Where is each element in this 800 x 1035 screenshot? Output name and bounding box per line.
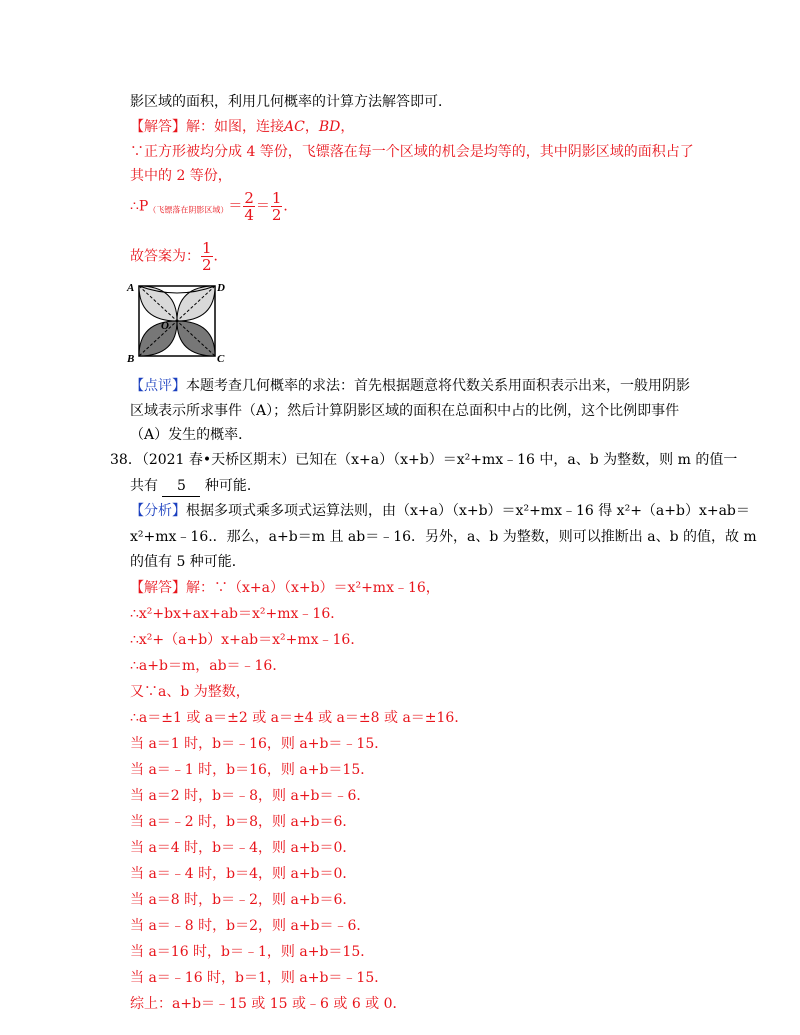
final-answer-label: 故答案为： bbox=[130, 248, 200, 265]
solution-text-line: 影区域的面积，利用几何概率的计算方法解答即可． bbox=[130, 94, 452, 110]
comment-text: 本题考查几何概率的求法：首先根据题意将代数关系用面积表示出来，一般用阴影 bbox=[186, 378, 690, 394]
answer-text: 解：如图，连接 bbox=[186, 119, 284, 135]
question-stem-line bbox=[130, 476, 261, 497]
solution-tag: 【解答】 bbox=[130, 580, 186, 596]
punctuation: ， bbox=[340, 119, 355, 135]
vertex-label-c: C bbox=[217, 353, 225, 364]
comment-tag: 【点评】 bbox=[130, 378, 186, 394]
equals-sign: ＝ bbox=[228, 198, 243, 215]
center-label-o: O bbox=[161, 320, 169, 332]
solution-line: 当 a＝﹣1 时，b＝16，则 a+b＝15． bbox=[130, 762, 375, 778]
probability-subscript: （飞镖落在阴影区域） bbox=[148, 205, 229, 215]
probability-equation bbox=[130, 190, 297, 223]
punctuation: ． bbox=[213, 248, 228, 265]
answer-line bbox=[130, 117, 354, 137]
answer-blank: 5 bbox=[162, 476, 200, 497]
denominator: 2 bbox=[202, 256, 212, 274]
solution-line: 当 a＝16 时，b＝﹣1，则 a+b＝15． bbox=[130, 944, 375, 960]
probability-label: ∴P bbox=[130, 198, 149, 215]
separator: ， bbox=[304, 119, 319, 135]
analysis-tag: 【分析】 bbox=[130, 503, 186, 519]
solution-line: 又∵a、b 为整数， bbox=[130, 684, 250, 700]
solution-line: 当 a＝4 时，b＝﹣4，则 a+b＝0． bbox=[130, 840, 357, 856]
square-petal-figure bbox=[126, 278, 226, 364]
question-stem: （2021 春•天桥区期末）已知在（x+a）（x+b）＝x²+mx﹣16 中，a、b 为整数，则 m 的值一 bbox=[141, 452, 738, 468]
fraction-1-2 bbox=[271, 190, 283, 223]
solution-line: ∴a+b＝m，ab＝﹣16． bbox=[130, 658, 287, 674]
solution-line: 当 a＝8 时，b＝﹣2，则 a+b＝6． bbox=[130, 892, 357, 908]
analysis-line: x²+mx﹣16.．那么，a+b＝m 且 ab＝﹣16．另外，a、b 为整数，则可以推断出 a、b 的值，故 m bbox=[130, 529, 757, 545]
question-stem: 共有 bbox=[130, 478, 158, 494]
solution-text: 解：∵（x+a）（x+b）＝x²+mx﹣16， bbox=[186, 580, 440, 596]
numerator: 1 bbox=[271, 189, 282, 207]
solution-line: 综上：a+b＝﹣15 或 15 或﹣6 或 6 或 0． bbox=[130, 996, 407, 1012]
comment-line: 区域表示所求事件（A）；然后计算阴影区域的面积在总面积中占的比例，这个比例即事件 bbox=[130, 403, 680, 419]
solution-line: 当 a＝﹣16 时，b＝1，则 a+b＝﹣15． bbox=[130, 970, 389, 986]
solution-line: 当 a＝1 时，b＝﹣16，则 a+b＝﹣15． bbox=[130, 736, 389, 752]
punctuation: ． bbox=[283, 198, 298, 215]
fraction-2-4 bbox=[243, 190, 255, 223]
answer-line: 其中的 2 等份， bbox=[130, 168, 232, 184]
question-stem-line bbox=[110, 450, 737, 470]
solution-line bbox=[130, 578, 440, 598]
comment-line bbox=[130, 376, 690, 396]
vertex-label-d: D bbox=[217, 282, 225, 294]
segment-ac: AC bbox=[284, 119, 305, 135]
solution-line: ∴x²+（a+b）x+ab＝x²+mx﹣16． bbox=[130, 632, 365, 648]
question-stem: 种可能． bbox=[204, 478, 261, 494]
comment-line: （A）发生的概率． bbox=[130, 427, 253, 443]
solution-line: 当 a＝﹣2 时，b＝8，则 a+b＝6． bbox=[130, 814, 357, 830]
question-number: 38． bbox=[110, 452, 142, 468]
numerator: 2 bbox=[244, 189, 254, 207]
answer-tag: 【解答】 bbox=[130, 119, 186, 135]
solution-line: 当 a＝2 时，b＝﹣8，则 a+b＝﹣6． bbox=[130, 788, 371, 804]
denominator: 2 bbox=[271, 206, 282, 224]
analysis-line: 的值有 5 种可能． bbox=[130, 554, 246, 570]
equals-sign: ＝ bbox=[255, 198, 270, 215]
solution-line: ∴a＝±1 或 a＝±2 或 a＝±4 或 a＝±8 或 a＝±16． bbox=[130, 710, 469, 726]
fraction-1-2 bbox=[201, 240, 213, 273]
solution-line: 当 a＝﹣4 时，b＝4，则 a+b＝0． bbox=[130, 866, 357, 882]
solution-line: ∴x²+bx+ax+ab＝x²+mx﹣16． bbox=[130, 606, 345, 622]
denominator: 4 bbox=[244, 206, 254, 224]
segment-bd: BD bbox=[318, 119, 341, 135]
solution-line: 当 a＝﹣8 时，b＝2，则 a+b＝﹣6． bbox=[130, 918, 371, 934]
answer-line: ∵正方形被均分成 4 等份，飞镖落在每一个区域的机会是均等的，其中阴影区域的面积占了 bbox=[130, 144, 694, 160]
vertex-label-a: A bbox=[127, 282, 135, 294]
vertex-label-b: B bbox=[127, 353, 135, 364]
final-answer-line bbox=[130, 240, 228, 273]
analysis-text: 根据多项式乘多项式运算法则，由（x+a）（x+b）＝x²+mx﹣16 得 x²+（a+b）x+ab＝ bbox=[186, 503, 750, 519]
numerator: 1 bbox=[202, 239, 212, 257]
analysis-line bbox=[130, 501, 750, 521]
